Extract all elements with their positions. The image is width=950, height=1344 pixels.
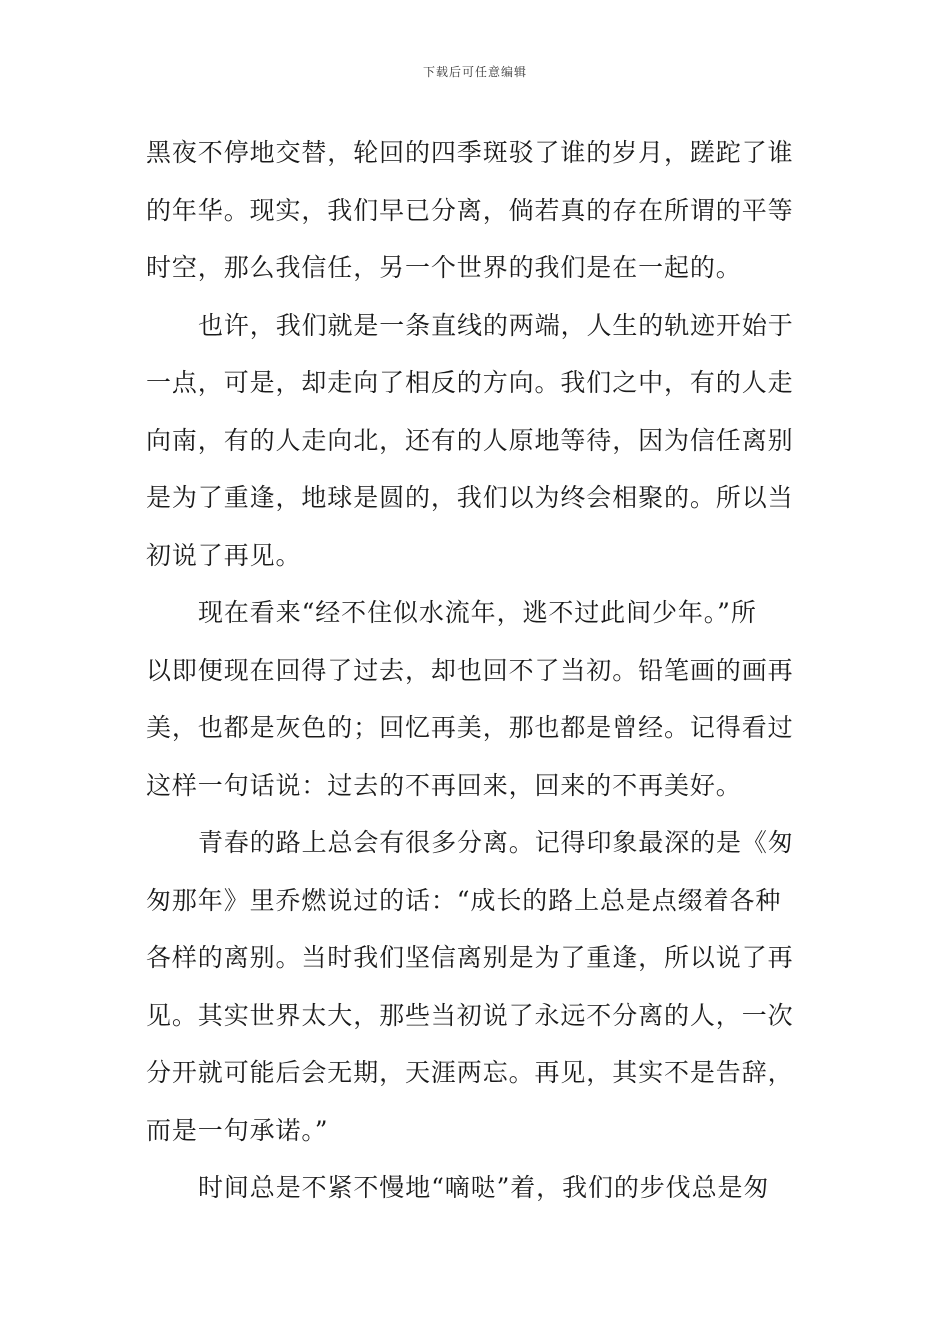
text-line: 而是一句承诺。” xyxy=(146,1115,329,1145)
text-line: 匆那年》里乔燃说过的话：“成长的路上总是点缀着各种 xyxy=(146,885,782,915)
text-line: 时空，那么我信任，另一个世界的我们是在一起的。 xyxy=(146,253,742,282)
text-line: 是为了重逢，地球是圆的，我们以为终会相聚的。所以当 xyxy=(146,483,794,512)
page-header-caption: 下载后可任意编辑 xyxy=(422,65,527,79)
paragraph-first-line: 青春的路上总会有很多分离。记得印象最深的是《匆 xyxy=(198,828,794,857)
text-line: 各样的离别。当时我们坚信离别是为了重逢，所以说了再 xyxy=(146,943,794,972)
text-line: 一点，可是，却走向了相反的方向。我们之中，有的人走 xyxy=(146,368,794,397)
paragraph-first-line: 时间总是不紧不慢地“嘀哒”着，我们的步伐总是匆 xyxy=(198,1173,770,1202)
article-body xyxy=(146,124,808,1217)
text-line: 黑夜不停地交替，轮回的四季斑驳了谁的岁月，蹉跎了谁 xyxy=(146,138,794,167)
text-line: 以即便现在回得了过去，却也回不了当初。铅笔画的画再 xyxy=(146,655,794,685)
text-line: 这样一句话说：过去的不再回来，回来的不再美好。 xyxy=(146,770,742,800)
paragraph-first-line: 也许，我们就是一条直线的两端，人生的轨迹开始于 xyxy=(198,310,794,340)
paragraph-first-line: 现在看来“经不住似水流年，逃不过此间少年。”所 xyxy=(198,598,757,627)
text-line: 美，也都是灰色的；回忆再美，那也都是曾经。记得看过 xyxy=(146,713,794,742)
text-line: 向南，有的人走向北，还有的人原地等待，因为信任离别 xyxy=(146,425,794,455)
text-line: 分开就可能后会无期，天涯两忘。再见，其实不是告辞， xyxy=(146,1058,794,1087)
text-line: 初说了再见。 xyxy=(146,540,302,570)
text-line: 的年华。现实，我们早已分离，倘若真的存在所谓的平等 xyxy=(146,195,794,225)
text-line: 见。其实世界太大，那些当初说了永远不分离的人，一次 xyxy=(146,1000,794,1030)
